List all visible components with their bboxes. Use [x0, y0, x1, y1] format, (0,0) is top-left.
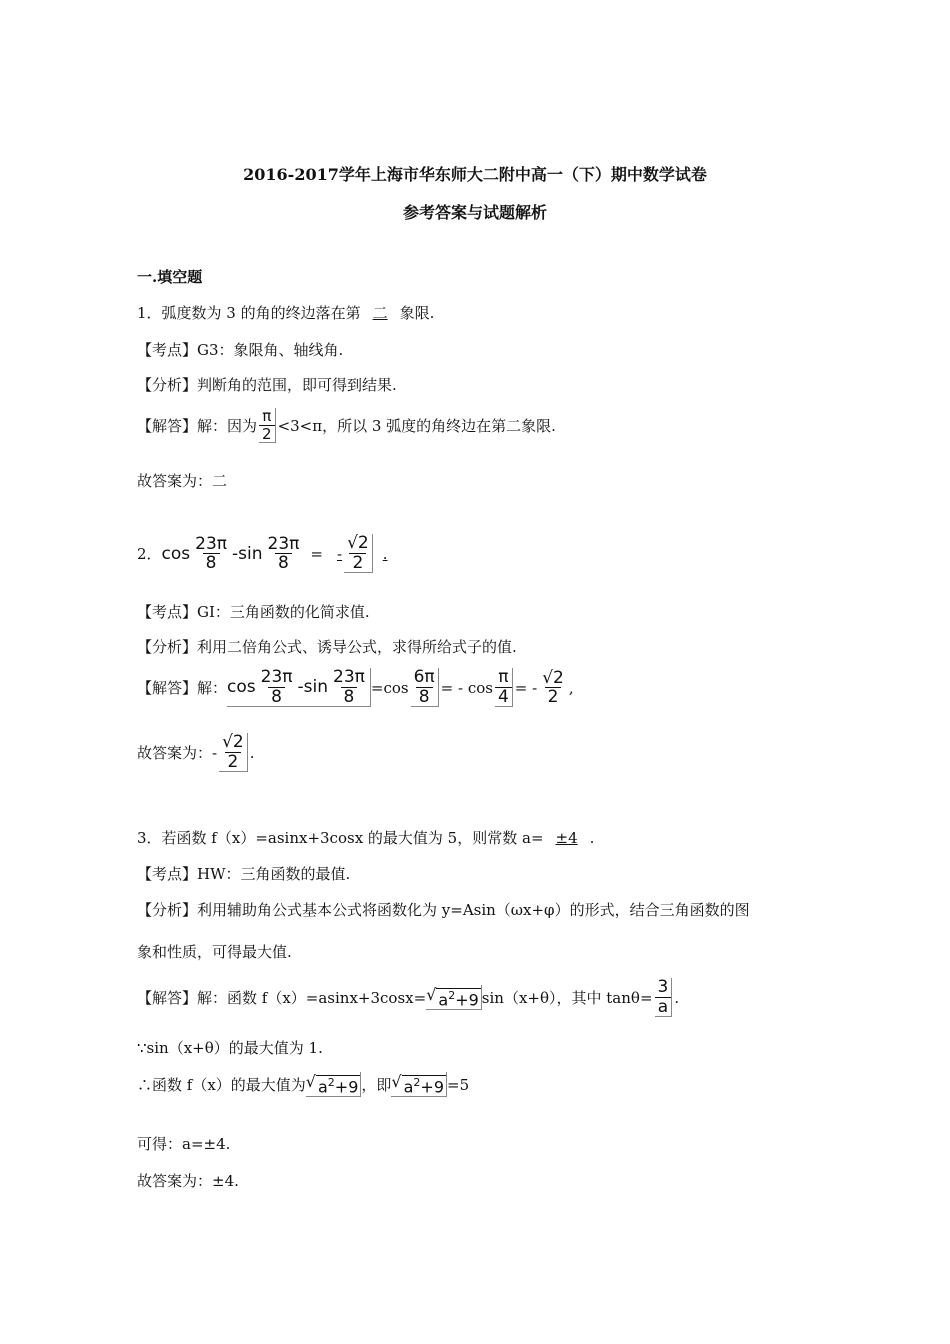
q2-jieda-exp-2 — [330, 668, 368, 706]
q3-radicand-3 — [402, 1075, 446, 1096]
q2-number: 2． — [137, 545, 162, 564]
q2-eq: = — [310, 544, 323, 563]
q3-rad-rest-2: +9 — [334, 1077, 359, 1097]
q3-stem — [137, 827, 594, 848]
q2-step3-den: 2 — [545, 687, 562, 707]
q2-step1-den: 8 — [416, 687, 433, 707]
q2-jieda-cos: cos — [227, 677, 256, 698]
q2-fenxi: 【分析】利用二倍角公式、诱导公式，求得所给式子的值. — [137, 638, 517, 656]
q1-stem-post: 象限. — [399, 304, 435, 322]
q3-therefore-mid: ，即 — [361, 1076, 392, 1095]
q2-answer-num: √2 — [347, 533, 369, 553]
q3-tan-num: 3 — [657, 977, 669, 997]
q3-sqrt-3 — [391, 1072, 447, 1097]
q1-frac-den: 2 — [259, 425, 275, 443]
q3-stem-post: . — [589, 828, 595, 847]
q3-final: 故答案为：±4. — [137, 1172, 239, 1190]
q3-jieda-pre: 【解答】解：函数 f（x）=asinx+3cosx= — [137, 989, 427, 1008]
q2-answer-den: 2 — [349, 553, 366, 573]
q3-tan-frac — [655, 978, 673, 1017]
q1-frac-num: π — [262, 407, 272, 425]
q3-rad-rest-1: +9 — [455, 990, 479, 1010]
section-title: 一.填空题 — [137, 268, 203, 286]
q1-jieda-pre: 【解答】解：因为 — [137, 417, 258, 435]
q1-stem-pre: 1．弧度数为 3 的角的终边落在第 — [137, 304, 361, 322]
q3-rad-exp-3: 2 — [413, 1076, 421, 1089]
q3-sqrt-sign-1: √ — [426, 985, 437, 1005]
q2-final-end: . — [249, 743, 255, 762]
q2-step2-frac — [495, 668, 513, 707]
q2-step3: = - — [514, 678, 538, 697]
q3-rad-rest-3: +9 — [420, 1077, 445, 1097]
q2-step1-num: 6π — [413, 667, 435, 687]
q2-step2-num: π — [498, 667, 509, 687]
q3-rad-base-3: a — [403, 1077, 414, 1097]
q3-rad-base-2: a — [317, 1077, 328, 1097]
q2-jieda — [137, 668, 574, 707]
q3-rad-exp-1: 2 — [448, 989, 456, 1003]
q2-final-label: 故答案为： — [137, 744, 213, 763]
q2-exp-frac-2 — [265, 535, 303, 573]
q3-radicand-1 — [436, 988, 480, 1009]
q3-fenxi-1: 【分析】利用辅助角公式基本公式将函数化为 y=Asin（ωx+φ）的形式，结合三角函数的图 — [137, 901, 750, 919]
q1-jieda-post: <3<π，所以 3 弧度的角终边在第二象限. — [277, 417, 556, 435]
q2-final-den: 2 — [225, 752, 242, 772]
q3-stem-pre: 3．若函数 f（x）=asinx+3cosx 的最大值为 5，则常数 a= — [137, 829, 544, 847]
q2-answer-sign: - — [336, 544, 343, 563]
document-title: 2016-2017学年上海市华东师大二附中高一（下）期中数学试卷 — [243, 165, 707, 184]
q3-sqrt-sign-2: √ — [305, 1072, 316, 1091]
q3-answer-blank: ±4 — [555, 828, 578, 847]
q2-comma: , — [568, 678, 574, 697]
q2-end: . — [382, 544, 388, 563]
q2-step3-num: √2 — [542, 667, 564, 688]
q3-jieda-end: . — [674, 988, 680, 1007]
q2-jieda-exp-den-1: 8 — [268, 687, 285, 707]
q2-jieda-exp-num-1: 23π — [260, 667, 293, 687]
q2-jieda-exp-num-2: 23π — [333, 667, 365, 687]
q1-final: 故答案为：二 — [137, 472, 228, 490]
q2-step2-den: 4 — [495, 687, 512, 707]
q2-jieda-label: 【解答】解： — [137, 679, 228, 698]
q2-exp-den-2: 8 — [275, 553, 292, 573]
q1-fenxi: 【分析】判断角的范围，即可得到结果. — [137, 376, 397, 394]
q2-minus: - — [232, 543, 239, 564]
q1-answer-blank: 二 — [372, 304, 388, 322]
q2-step1: =cos — [370, 678, 409, 697]
q1-jieda — [137, 408, 556, 443]
q2-jieda-exp-1 — [258, 668, 296, 706]
q2-jieda-exp-den-2: 8 — [341, 687, 358, 707]
q2-final-num: √2 — [222, 732, 244, 752]
q2-step2: = - cos — [440, 678, 493, 697]
q2-final — [137, 733, 255, 772]
q3-rad-exp-2: 2 — [327, 1076, 335, 1089]
q2-sin: sin — [238, 543, 263, 564]
q3-tan-den: a — [655, 997, 671, 1017]
q3-therefore-pre: ∴函数 f（x）的最大值为 — [137, 1076, 306, 1095]
q2-exp-frac-1 — [192, 535, 230, 573]
q1-fraction — [259, 408, 276, 443]
q3-sqrt-2 — [306, 1072, 362, 1097]
q2-step1-frac — [411, 668, 439, 707]
q3-jieda — [137, 978, 679, 1017]
q2-stem — [137, 534, 388, 573]
q2-exp-num-1: 23π — [195, 533, 228, 554]
q3-therefore-end: =5 — [447, 1075, 470, 1094]
q2-kaodian: 【考点】GI：三角函数的化简求值. — [137, 603, 370, 621]
q3-jieda-mid: sin（x+θ），其中 tanθ= — [481, 989, 653, 1008]
q3-therefore — [137, 1072, 469, 1097]
q3-radicand-2 — [316, 1075, 360, 1096]
q2-jieda-minus: - — [297, 677, 304, 698]
q2-cos: cos — [161, 543, 191, 564]
q2-final-sign: - — [212, 743, 218, 762]
q3-sqrt-sign-3: √ — [391, 1072, 402, 1091]
q2-expression-box — [227, 668, 371, 707]
q1-kaodian: 【考点】G3：象限角、轴线角. — [137, 341, 344, 359]
q2-answer-frac — [344, 534, 373, 573]
q3-fenxi-2: 象和性质，可得最大值. — [137, 943, 292, 961]
q2-exp-num-2: 23π — [267, 533, 300, 554]
q3-result: 可得：a=±4. — [137, 1135, 231, 1153]
q2-final-frac — [219, 733, 248, 772]
q3-rad-base-1: a — [438, 990, 449, 1010]
q2-step3-frac — [539, 669, 567, 707]
q3-because: ∵sin（x+θ）的最大值为 1. — [137, 1039, 323, 1057]
q2-exp-den-1: 8 — [203, 553, 220, 573]
document-subtitle: 参考答案与试题解析 — [402, 203, 547, 222]
q3-sqrt-1 — [426, 985, 482, 1010]
q2-jieda-sin: sin — [303, 677, 328, 698]
q1-stem — [137, 302, 434, 323]
q3-kaodian: 【考点】HW：三角函数的最值. — [137, 865, 351, 883]
